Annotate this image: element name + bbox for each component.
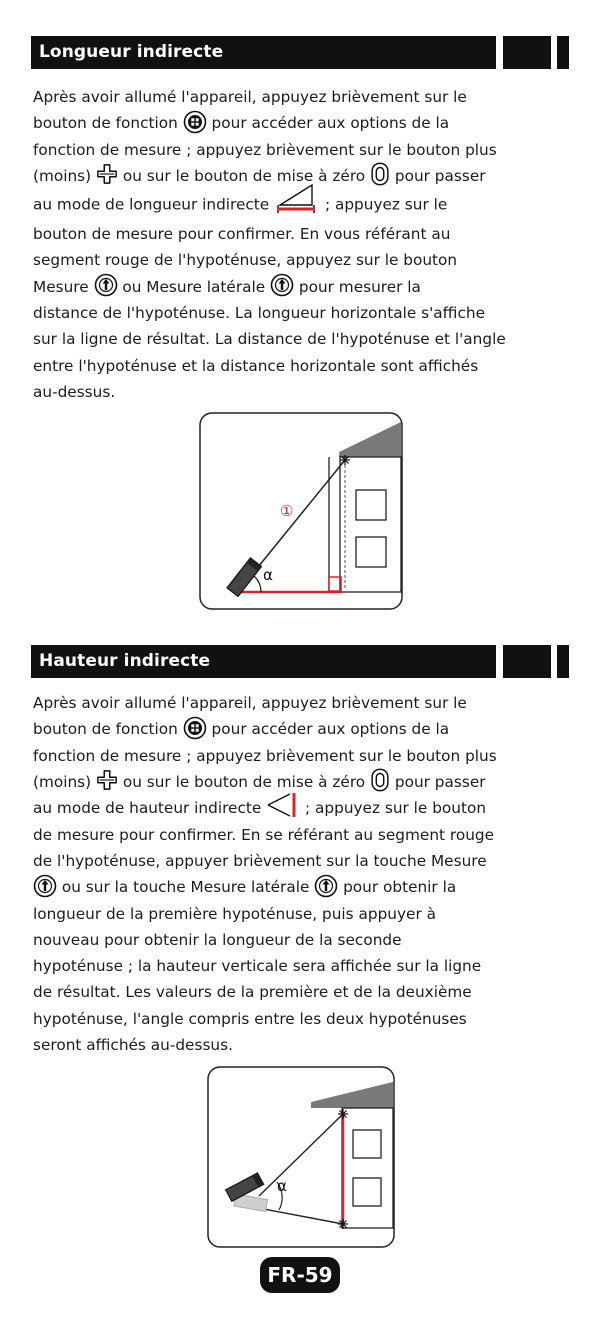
measure-button-icon — [33, 874, 57, 898]
hypotenuse-marker-label: ① — [280, 502, 294, 520]
text-line: seront affichés au-dessus. — [33, 1036, 233, 1055]
text-line: (moins) ou sur le bouton de mise à zéro pour passer — [33, 769, 568, 795]
indirect-height-mode-icon — [266, 792, 300, 818]
text-line: au-dessus. — [33, 382, 116, 401]
plus-button-icon — [96, 163, 118, 185]
window-shape — [356, 537, 386, 567]
text-line: Après avoir allumé l'appareil, appuyez brièvement sur le — [33, 694, 467, 712]
text-line: entre l'hypoténuse et la distance horizontale sont affichés — [33, 356, 479, 375]
indirect-height-diagram — [207, 1066, 395, 1248]
text-line: fonction de mesure ; appuyez brièvement sur le bouton plus — [33, 746, 497, 765]
header-bar-block — [503, 645, 551, 678]
laser-target-icon — [340, 455, 350, 465]
text-line: (moins) ou sur le bouton de mise à zéro pour passer — [33, 163, 568, 189]
window-shape — [353, 1130, 381, 1158]
text-line: sur la ligne de résultat. La distance de l'hypoténuse et l'angle — [33, 330, 506, 349]
function-button-icon — [183, 110, 207, 134]
section-title-height: Hauteur indirecte — [31, 645, 496, 678]
text-line: de l'hypoténuse, appuyer brièvement sur la touche Mesure — [33, 851, 487, 870]
text-line: de mesure pour confirmer. En se référant au segment rouge — [33, 825, 495, 844]
instructions-length — [33, 84, 568, 405]
text-line: hypoténuse ; la hauteur verticale sera affichée sur la ligne — [33, 957, 482, 976]
text-line: bouton de fonction pour accéder aux options de la — [33, 110, 568, 136]
laser-target-icon — [338, 1109, 348, 1119]
plus-button-icon — [96, 769, 118, 791]
text-line: au mode de hauteur indirecte ; appuyez sur le bouton — [33, 795, 568, 822]
text-line: fonction de mesure ; appuyez brièvement sur le bouton plus — [33, 140, 497, 159]
angle-label: α — [263, 566, 273, 584]
text-line: nouveau pour obtenir la longueur de la seconde — [33, 930, 402, 949]
text-line: au mode de longueur indirecte ; appuyez sur le — [33, 189, 568, 221]
indirect-length-diagram — [199, 412, 403, 610]
laser-target-icon — [338, 1219, 348, 1229]
text-line: ou sur la touche Mesure latérale pour obtenir la — [33, 874, 568, 900]
indirect-length-mode-icon — [274, 183, 320, 215]
window-shape — [353, 1178, 381, 1206]
building-shape — [340, 457, 401, 592]
header-bar-stripe — [557, 645, 569, 678]
measure-button-icon — [94, 273, 118, 297]
zero-button-icon — [370, 768, 390, 792]
text-line: bouton de fonction pour accéder aux options de la — [33, 716, 568, 742]
text-line: distance de l'hypoténuse. La longueur horizontale s'affiche — [33, 304, 485, 323]
text-line: hypoténuse, l'angle compris entre les deux hypoténuses — [33, 1009, 467, 1028]
header-bar-block — [503, 36, 551, 69]
text-line: Après avoir allumé l'appareil, appuyez brièvement sur le — [33, 88, 467, 106]
zero-button-icon — [370, 162, 390, 186]
side-measure-button-icon — [270, 273, 294, 297]
side-measure-button-icon — [314, 874, 338, 898]
text-line: Mesure ou Mesure latérale pour mesurer la — [33, 274, 568, 300]
instructions-height — [33, 690, 568, 1058]
header-bar-stripe — [557, 36, 569, 69]
text-line: de résultat. Les valeurs de la première et de la deuxième — [33, 983, 472, 1002]
text-line: bouton de mesure pour confirmer. En vous référant au — [33, 225, 451, 244]
page-number-badge: FR-59 — [260, 1257, 340, 1293]
function-button-icon — [183, 716, 207, 740]
window-shape — [356, 490, 386, 520]
angle-label: α — [277, 1177, 287, 1195]
text-line: segment rouge de l'hypoténuse, appuyez sur le bouton — [33, 251, 458, 270]
building-shape — [342, 1108, 393, 1228]
text-line: longueur de la première hypoténuse, puis appuyer à — [33, 904, 436, 923]
section-title-length: Longueur indirecte — [31, 36, 496, 69]
